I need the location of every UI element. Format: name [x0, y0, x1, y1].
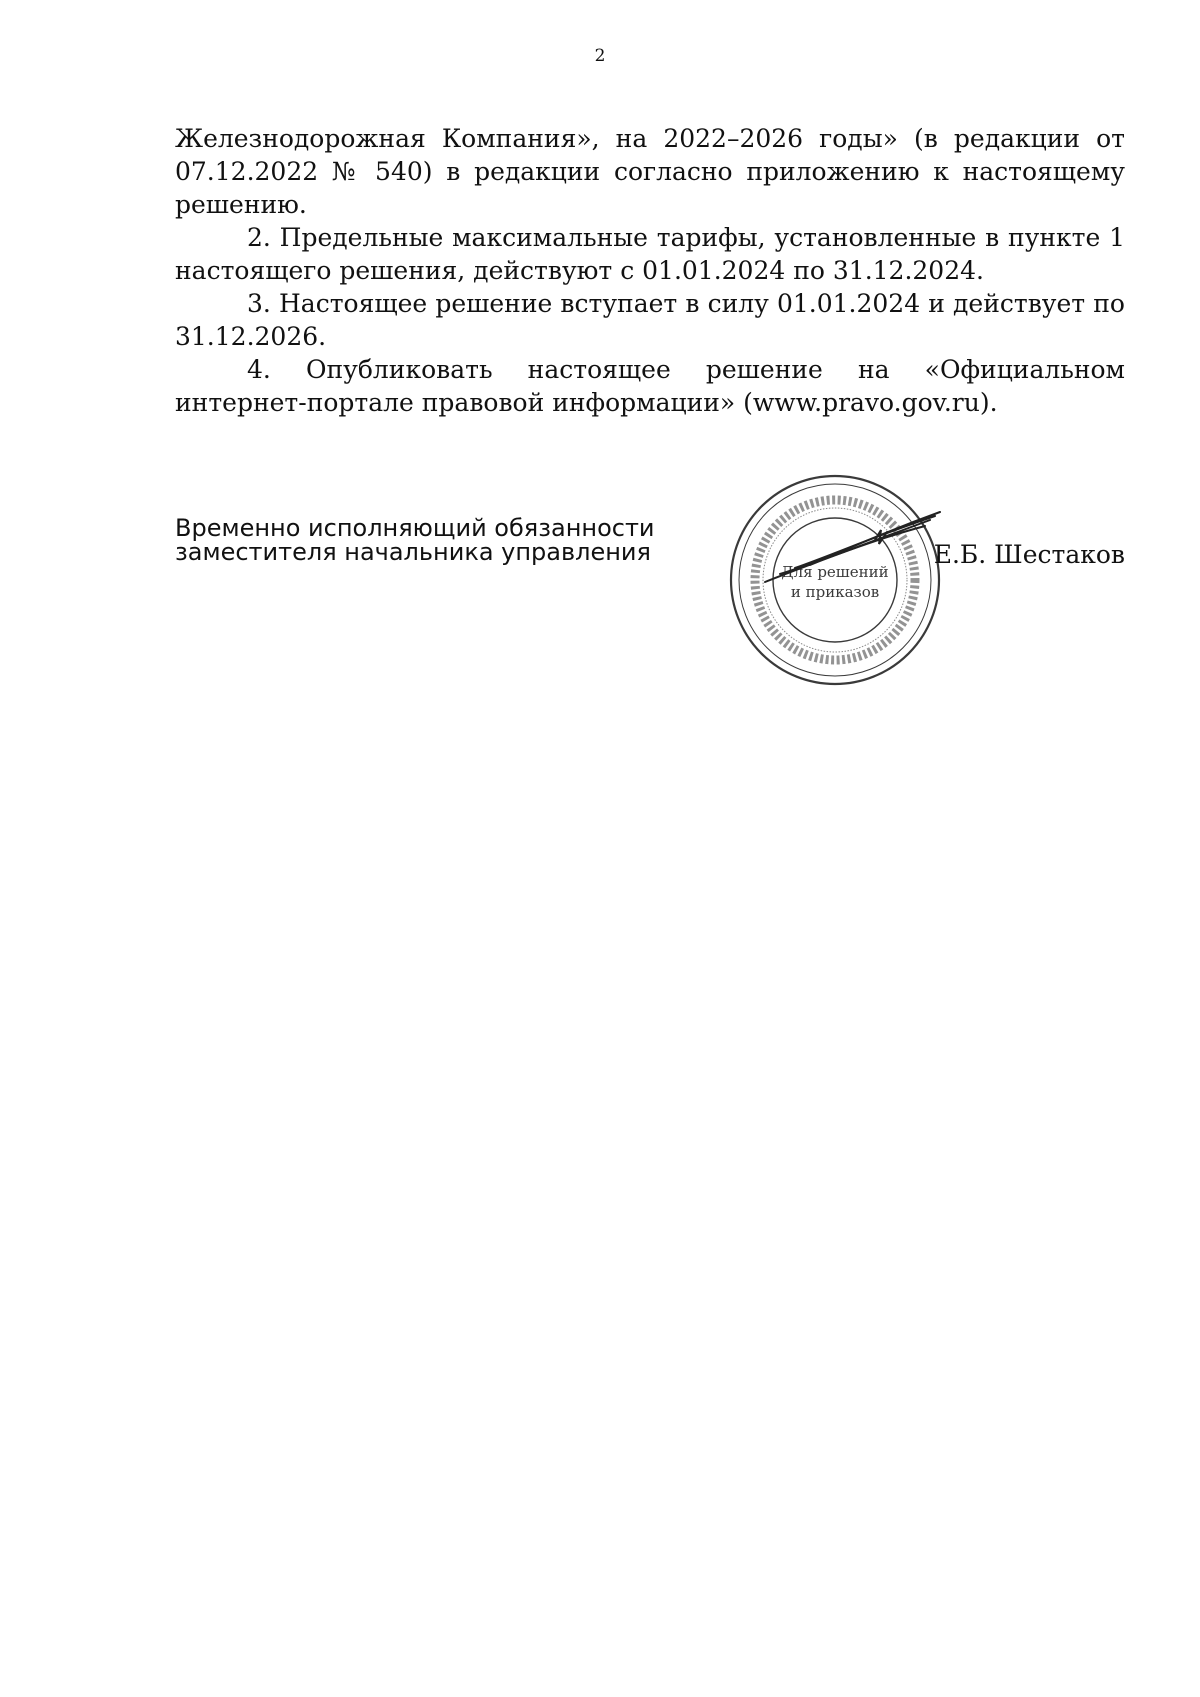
paragraph-continuation: Железнодорожная Компания», на 2022–2026 годы» (в редакции от 07.12.2022 № 540) в редакции согласно приложению к настоящему решению.	[175, 124, 1125, 219]
page-number: 2	[594, 46, 606, 66]
document-body	[175, 122, 1125, 419]
seal-center-line-1: Для решений	[781, 563, 889, 581]
official-seal-stamp	[725, 470, 945, 690]
signature-block	[175, 510, 1125, 690]
signer-position-line-2: заместителя начальника управления	[175, 538, 651, 566]
paragraph-3: 3. Настоящее решение вступает в силу 01.01.2024 и действует по 31.12.2026.	[175, 289, 1125, 351]
signer-name: Е.Б. Шестаков	[933, 540, 1125, 569]
signer-position	[175, 516, 655, 564]
paragraph-4: 4. Опубликовать настоящее решение на «Официальном интернет-портале правовой информации» (www.pravo.gov.ru).	[175, 355, 1125, 417]
seal-center-line-2: и приказов	[790, 583, 880, 601]
signer-position-line-1: Временно исполняющий обязанности	[175, 514, 655, 542]
paragraph-2: 2. Предельные максимальные тарифы, установленные в пункте 1 настоящего решения, действуют с 01.01.2024 по 31.12.2024.	[175, 223, 1125, 285]
